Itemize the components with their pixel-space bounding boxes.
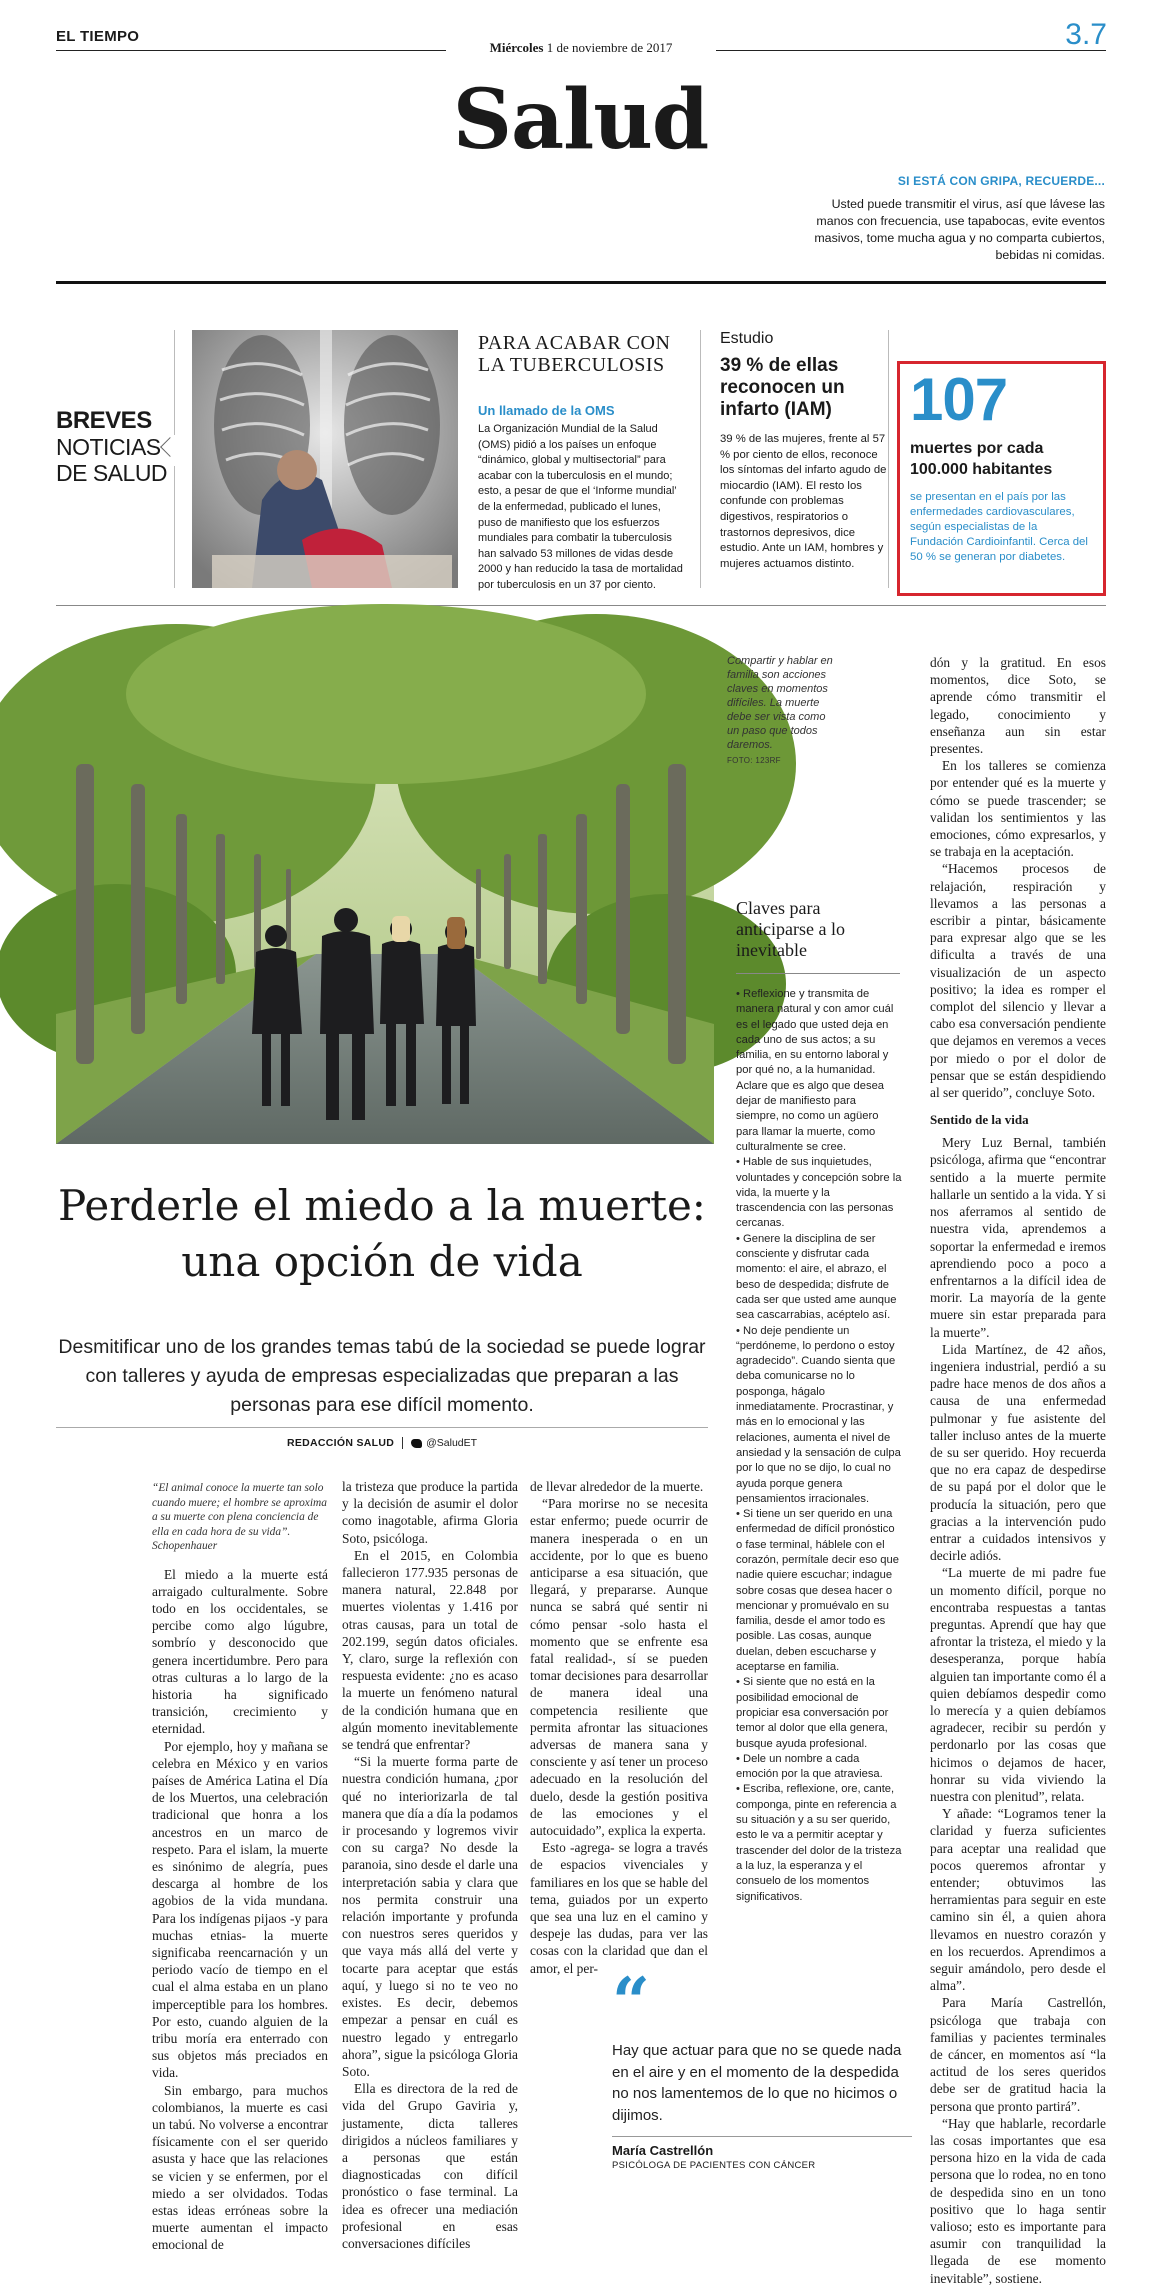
list-item: • Dele un nombre a cada emoción por la que atraviesa. (736, 1752, 883, 1781)
list-item: • Hable de sus inquietudes, voluntades y concepción sobre la vida, la muerte y la trascendencia con las personas cercanas. (736, 1156, 902, 1230)
list-item: • Reflexione y transmita de manera natural y con amor cuál es el legado que usted deja en cada uno de sus actos; a su familia, en su entorno laboral y por qué no, a la humanidad. Aclare que es algo que desea dejar de manifiesto para siempre, no como un agüero para llamar la muerte, como culturalmente se cree. (736, 988, 894, 1153)
statistic-description: se presentan en el país por las enfermedades cardiovasculares, según especialistas de la Fundación Cardioinfantil. Cerca del 50 % se generan por diabetes. (910, 491, 1088, 563)
breves-divider-lower (174, 466, 175, 588)
pull-quote-rule (612, 2136, 912, 2137)
date-day: Miércoles (489, 40, 544, 55)
breves-column-divider (700, 330, 701, 588)
photo-credit: FOTO: 123RF (727, 756, 781, 765)
statistic-box (897, 361, 1106, 596)
list-item: • Si tiene un ser querido en una enfermedad de difícil pronóstico o fase terminal, háblele con el corazón, permítale decir eso que nadie quiere escuchar; indague sobre cosas que desea hacer o mencionar y promuévalo en su familia, desde el amor todo es posible. Las cosas, aunque duelan, deben escucharse y aceptarse en familia. (736, 1508, 899, 1674)
header-rule-right (716, 50, 1106, 51)
twitter-handle[interactable]: @SaludET (426, 1437, 478, 1449)
article-headline: Perderle el miedo a la muerte: una opción de vida (58, 1181, 706, 1286)
photo-caption-text: Compartir y hablar en familia son acciones claves en momentos difíciles. La muerte debe ser vista como un paso que todos daremos. (727, 655, 833, 751)
breves-label-3: DE SALUD (56, 460, 168, 486)
list-item: • Si siente que no está en la posibilidad emocional de propiciar esa conversación por temor al dolor que ella genera, busque ayuda profesional. (736, 1676, 889, 1750)
article-deck: Desmitificar uno de los grandes temas tabú de la sociedad se puede lograr con talleres y ayuda de empresas especializadas que preparan a las personas para ese difícil momento. (58, 1336, 706, 1416)
study-title: 39 % de ellas reconocen un infarto (IAM) (720, 355, 845, 420)
pull-quote (612, 1963, 912, 2171)
tuberculosis-photo (192, 330, 458, 588)
study-kicker: Estudio (720, 330, 774, 347)
paragraph: dón y la gratitud. En esos momentos, dice Soto, se aprende cómo transmitir el legado, conocimiento y enseñanza aun sin estar presentes. (930, 655, 1106, 757)
paragraph: Por ejemplo, hoy y mañana se celebra en México y en varios países de América Latina el Día de los Muertos, una celebración tradicional que honra a los ancestros en un marco de respeto. Para el islam, la muerte es sinónimo de alegría, pues descarga al hombre de los agobios de la vida mundana. Para los indígenas pijaos -y para muchas etnias- la muerte significaba reencarnación y un periodo vacío de tiempo en el cual el alma estaba en un plano imperceptible para los hombres. Por esto, cuando alguien de la tribu moría era enterrado con sus objetos más preciados en vida. (152, 1738, 328, 2081)
flu-reminder-title: SI ESTÁ CON GRIPA, RECUERDE... (897, 174, 1105, 188)
paragraph: Para María Castrellón, psicóloga que trabaja con familias y pacientes terminales de cáncer, en momentos así “la actitud de los seres queridos debe ser de gratitud hacia la persona que pronto partirá”. (930, 1995, 1106, 2114)
pull-quote-text: Hay que actuar para que no se quede nada en el aire y en el momento de la despedida no nos lamentemos de lo que no hicimos o dijimos. (612, 2042, 902, 2124)
paragraph: de llevar alrededor de la muerte. (530, 1479, 704, 1494)
claves-title: Claves para anticiparse a lo inevitable (736, 898, 845, 960)
article-column-4 (930, 654, 1106, 2287)
byline (56, 1437, 708, 1449)
paragraph: En el 2015, en Colombia fallecieron 177.935 personas de manera natural, 22.848 por muertes violentas y 1.416 por otras causas, para un total de 202.199, según datos oficiales. Y, claro, surge la reflexión con respuesta evidente: ¿no es acaso la muerte un fenómeno natural de la condición humana que en algún momento inevitablemente se tendrá que enfrentar? (342, 1547, 518, 1753)
byline-rule (56, 1427, 708, 1428)
breves-bottom-rule (56, 605, 1106, 606)
header-divider (56, 281, 1106, 284)
breves-label-2: NOTICIAS (56, 434, 161, 460)
byline-separator (402, 1437, 403, 1449)
paragraph: “Hacemos procesos de relajación, respiración y llevamos a las personas a escribir a pintar, básicamente para expresar algo que se les dificulta a través de una visualización de un aspecto positivo; la idea es romper el complot del silencio y llevar a cabo esa conversación pendiente que dejamos en veremos a veces por miedo o por el dolor de pensar que se están despidiendo al ser querido”, concluye Soto. (930, 861, 1106, 1101)
breves-divider (174, 330, 175, 435)
paragraph: Y añade: “Logramos tener la claridad y fuerza suficientes para aceptar una realidad que pocos queremos afrontar y entender; obtuvimos las herramientas para seguir en este camino sin él, a quien ahora llevamos en nuestro corazón y en los recuerdos. Aprendimos a seguir amándolo, pero desde el alma”. (930, 1806, 1106, 1994)
subheading: Sentido de la vida (930, 1112, 1029, 1128)
paragraph: Lida Martínez, de 42 años, ingeniera industrial, perdió a su padre hace menos de dos años a causa de una enfermedad pulmonar y fue asistente del taller incluso antes de la muerte de su ser querido. Hoy recuerda que no era capaz de despedirse de su papá por el dolor que le producía la situación, pero que gracias a la intervención pudo entrar a cuidados intensivos y decirle adiós. (930, 1341, 1106, 1564)
flu-reminder (805, 174, 1105, 264)
tuberculosis-subtitle: Un llamado de la OMS (478, 403, 615, 418)
dateline (450, 40, 712, 56)
tuberculosis-body: La Organización Mundial de la Salud (OMS) pidió a los países un enfoque “dinámico, global y multisectorial” para acabar con la tuberculosis en el mundo; esto, a pesar de que el ‘Informe mundial’ de la enfermedad, publicado el lunes, puso de manifiesto que los esfuerzos mundiales para combatir la tuberculosis han salvado 53 millones de vidas desde 2000 y han reducido la tasa de mortalidad por tuberculosis en un 37 por ciento. (478, 423, 683, 591)
paragraph: Ella es directora de la red de vida del Grupo Gaviria y, justamente, dicta talleres dirigidos a núcleos familiares y a personas que están diagnosticadas con difícil pronóstico o fase terminal. La idea es ofrecer una mediación profesional en esas conversaciones difíciles (342, 2081, 518, 2251)
paragraph: En los talleres se comienza por entender qué es la muerte y cómo se puede trascender; se validan los sentimientos y las emociones, cómo expresarlos, y se trabaja en la aceptación. (930, 758, 1106, 860)
pull-quote-name: María Castrellón (612, 2143, 714, 2158)
breves-column-divider-2 (888, 330, 889, 588)
paragraph: El miedo a la muerte está arraigado culturalmente. Sobre todo en los occidentales, se percibe como algo lúgubre, sombrío y desconocido que genera incertidumbre. Pero para otras culturas a lo largo de la historia ha significado transición, crecimiento y eternidad. (152, 1566, 328, 1737)
claves-list (736, 987, 902, 1905)
quote-mark-icon: “ (612, 1963, 650, 2041)
claves-rule (736, 973, 900, 974)
paragraph: Esto -agrega- se logra a través de espacios vivenciales y familiares en los que se hable del tema, guiados por un experto que sea una luz en el camino y despeje las dudas, para ver las cosas con la claridad que dan el amor, el per- (530, 1840, 708, 1976)
article-column-3 (530, 1478, 708, 1977)
study-body: 39 % de las mujeres, frente al 57 % por ciento de ellos, reconoce los síntomas del infarto agudo de miocardio (IAM). El resto los confunde con problemas digestivos, respiratorios o trastornos depresivos, dice estudio. Ante un IAM, hombres y mujeres actuamos distinto. (720, 433, 887, 570)
header-rule-left (56, 50, 446, 51)
paragraph: la tristeza que produce la partida y la decisión de asumir el dolor como inagotable, afirma Gloria Soto, psicóloga. (342, 1479, 518, 1546)
pull-quote-role: PSICÓLOGA DE PACIENTES CON CÁNCER (612, 2160, 816, 2171)
breves-label (56, 408, 167, 486)
list-item: • Genere la disciplina de ser consciente y disfrutar cada momento: el aire, el abrazo, el beso de despedida; disfrute de cada ser que usted ame aunque sea cascarrabias, acéptelo así. (736, 1232, 897, 1322)
article-column-2 (342, 1478, 518, 2252)
page-number: 3.7 (1065, 18, 1107, 51)
article-column-1 (152, 1481, 328, 2254)
byline-author: REDACCIÓN SALUD (286, 1437, 395, 1449)
twitter-icon (411, 1439, 422, 1448)
list-item: • No deje pendiente un “perdóneme, lo perdono o estoy agradecido”. Cuando sienta que deba comunicarse no lo posponga, hágalo inmediatamente. Procrastinar, y más en lo emocional y las relaciones, aumenta el nivel de ansiedad y la sensación de culpa por lo que no se dijo, lo cual no ayuda porque genera pensamientos irracionales. (736, 1324, 901, 1505)
paragraph: Mery Luz Bernal, también psicóloga, afirma que “encontrar sentido a la muerte permite hallarle un sentido a la vida. Y si nos aferramos al sentido de nuestra vida, aprendemos a soportar la enfermedad e iremos aprendiendo poco a poco a enfrentarnos a la difícil idea de morir. La mayoría de la gente muere sin estar preparada para la muerte”. (930, 1135, 1106, 1340)
photo-caption (727, 654, 839, 768)
flu-reminder-body: Usted puede transmitir el virus, así que lávese las manos con frecuencia, use tapabocas, evite eventos masivos, tome mucha agua y no comparta cubiertos, bebidas ni comidas. (814, 197, 1105, 262)
main-photo (56, 654, 714, 1144)
tuberculosis-title: PARA ACABAR CON LA TUBERCULOSIS (478, 332, 671, 376)
statistic-number: 107 (910, 366, 1008, 433)
paragraph: “Hay que hablarle, recordarle las cosas importantes que esa persona hizo en la vida de cada persona que lo rodea, no en tono de despedida sino en un tono positivo que lo haga sentir valioso; esto es importante para asumir con tranquilidad la llegada de ese momento inevitable”, sostiene. (930, 2115, 1106, 2286)
date-rest: 1 de noviembre de 2017 (546, 40, 673, 55)
breves-label-1: BREVES (56, 407, 152, 434)
statistic-label: muertes por cada 100.000 habitantes (910, 440, 1053, 478)
epigraph: “El animal conoce la muerte tan solo cuando muere; el hombre se aproxima a su muerte con plena conciencia de ella en cada hora de su vida”. Schopenhauer (152, 1482, 327, 1552)
paragraph: “Si la muerte forma parte de nuestra condición humana, ¿por qué no interiorizarla de tal manera que día a día la podamos ir procesando y logremos vivir con su carga? No desde la paranoia, sino desde el darle una interpretación sabia y clara que nos permita construir una relación importante y profunda con nuestros seres queridos y que vaya más allá del verte y tocarte para aceptar que estás aquí, y luego si no te veo no existes. Es decir, debemos empezar a pensar en cuál es nuestro legado y entregarlo ahora”, sigue la psicóloga Gloria Soto. (342, 1754, 518, 2079)
paragraph: “Para morirse no se necesita estar enfermo; puede ocurrir de manera inesperada o en un accidente, por lo que es bueno anticiparse a esa situación, que llegará, y prepararse. Aunque nunca se sabrá qué sentir ni cómo pensar -solo hasta el momento que se enfrente esa fatal realidad-, sí se pueden tomar decisiones para desarrollar de manera ideal una competencia resiliente que permita afrontar las situaciones adversas de manera sana y consciente y así tener un proceso adecuado en la resolución del duelo, desde la gestión positiva de las emociones y el autocuidado”, explica la experta. (530, 1496, 708, 1839)
paragraph: “La muerte de mi padre fue un momento difícil, porque no encontraba respuestas a tantas preguntas. Aprendí que hay que afrontar la tristeza, el miedo y la desesperanza, porque había alguien tan importante como él a quien debíamos despedir como lo merecía y a quien debíamos agradecer, recibir su perdón y perdonarlo por las cosas que hicimos o dejamos de hacer, honrar su vida viviendo la nuestra con plenitud”, relata. (930, 1565, 1106, 1804)
list-item: • Escriba, reflexione, ore, cante, componga, pinte en referencia a su situación y a su ser querido, esto le va a permitir aceptar y trascender del dolor de la tristeza a la luz, la esperanza y el consuelo de los momentos significativos. (736, 1783, 902, 1903)
paragraph: Sin embargo, para muchos colombianos, la muerte es casi un tabú. No volverse a encontrar físicamente con el ser querido asusta y hace que las relaciones se vicien y se enfermen, por el miedo a ser olvidados. Todas estas ideas erróneas sobre la muerte aumentan el impacto emocional de (152, 2082, 328, 2253)
masthead: EL TIEMPO (56, 28, 140, 45)
section-title: Salud (452, 72, 709, 168)
